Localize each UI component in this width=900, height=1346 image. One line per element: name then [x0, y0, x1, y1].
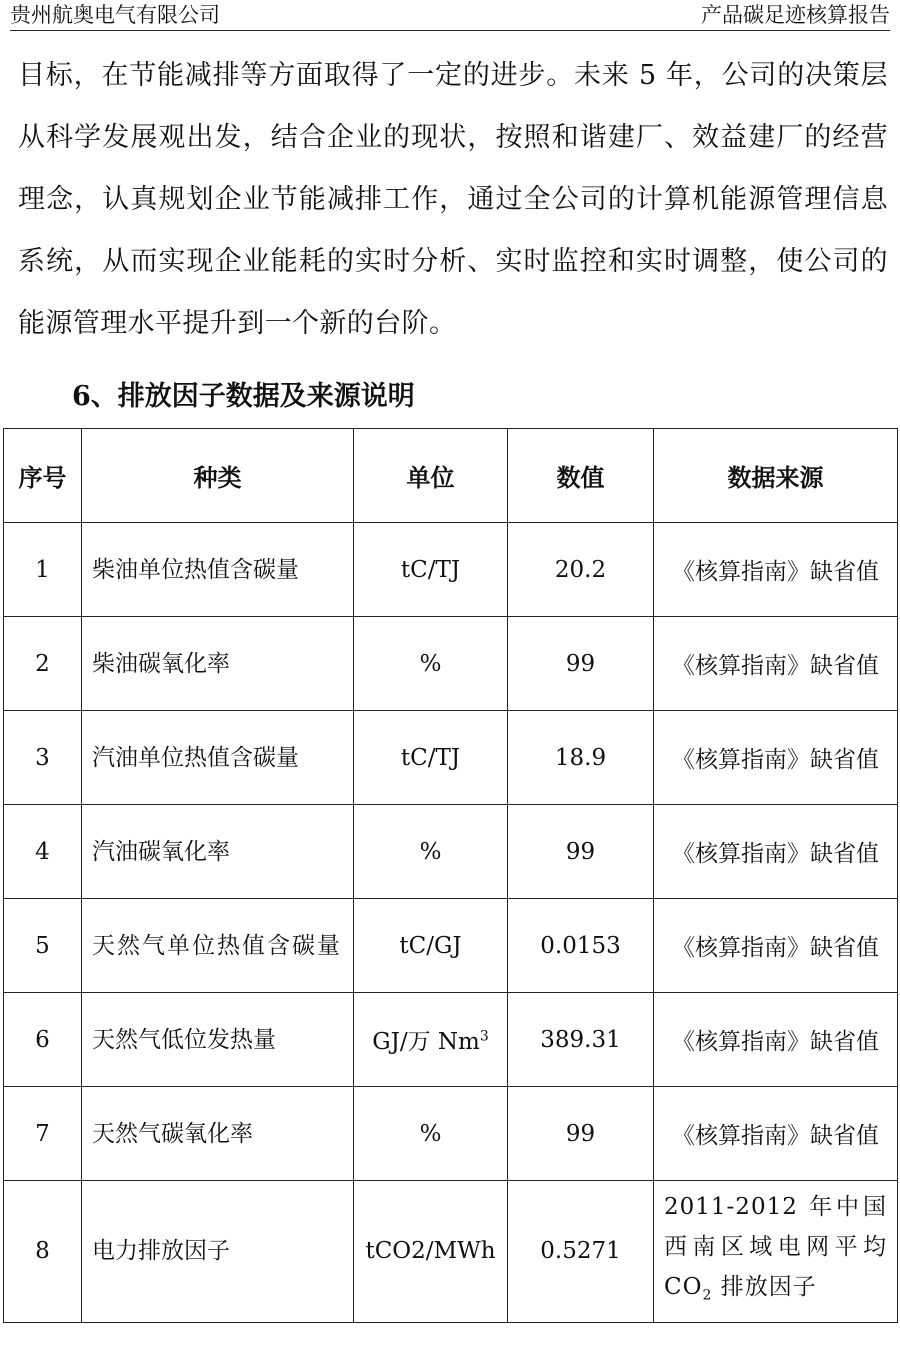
- cell-no: 2: [4, 617, 82, 711]
- cell-unit: %: [354, 805, 508, 899]
- cell-no: 8: [4, 1181, 82, 1323]
- cell-kind: 天然气单位热值含碳量: [82, 899, 354, 993]
- table-row: [4, 899, 898, 993]
- header-kind: 种类: [82, 429, 354, 523]
- cell-unit: tC/TJ: [354, 523, 508, 617]
- cell-unit: tCO2/MWh: [354, 1181, 508, 1323]
- cell-kind: 柴油碳氧化率: [82, 617, 354, 711]
- table-row: [4, 523, 898, 617]
- header-unit: 单位: [354, 429, 508, 523]
- emission-factor-table: [3, 428, 898, 1323]
- section-heading: 6、排放因子数据及来源说明: [72, 381, 415, 412]
- cell-source: 《核算指南》缺省值: [654, 899, 898, 993]
- cell-source: 《核算指南》缺省值: [654, 993, 898, 1087]
- report-title: 产品碳足迹核算报告: [701, 3, 890, 27]
- header-no: 序号: [4, 429, 82, 523]
- cell-no: 1: [4, 523, 82, 617]
- cell-value: 0.0153: [508, 899, 654, 993]
- header-value: 数值: [508, 429, 654, 523]
- table-row: [4, 1087, 898, 1181]
- cell-unit: %: [354, 617, 508, 711]
- cell-value: 99: [508, 1087, 654, 1181]
- header-source: 数据来源: [654, 429, 898, 523]
- cell-unit: tC/TJ: [354, 711, 508, 805]
- cell-source: 《核算指南》缺省值: [654, 523, 898, 617]
- source-text-tail: 排放因子: [712, 1274, 817, 1300]
- cell-kind: 柴油单位热值含碳量: [82, 523, 354, 617]
- table-row: [4, 993, 898, 1087]
- table-row: [4, 1181, 898, 1323]
- cell-kind: 汽油单位热值含碳量: [82, 711, 354, 805]
- cell-source: [654, 1181, 898, 1323]
- cell-source: 《核算指南》缺省值: [654, 617, 898, 711]
- cell-unit: [354, 993, 508, 1087]
- cell-kind: 天然气低位发热量: [82, 993, 354, 1087]
- unit-superscript: 3: [479, 1028, 489, 1045]
- table-header-row: [4, 429, 898, 523]
- unit-text: GJ/万 Nm: [372, 1029, 480, 1055]
- cell-no: 3: [4, 711, 82, 805]
- cell-kind: 天然气碳氧化率: [82, 1087, 354, 1181]
- table-row: [4, 617, 898, 711]
- cell-value: 389.31: [508, 993, 654, 1087]
- cell-value: 99: [508, 805, 654, 899]
- source-text: 2011-2012 年中国西南区域电网平均 CO: [664, 1194, 887, 1300]
- cell-source: 《核算指南》缺省值: [654, 805, 898, 899]
- cell-value: 18.9: [508, 711, 654, 805]
- cell-kind: 汽油碳氧化率: [82, 805, 354, 899]
- cell-no: 6: [4, 993, 82, 1087]
- company-name: 贵州航奥电气有限公司: [10, 3, 220, 27]
- cell-value: 99: [508, 617, 654, 711]
- page-header: [10, 0, 890, 31]
- cell-no: 7: [4, 1087, 82, 1181]
- cell-no: 4: [4, 805, 82, 899]
- cell-kind: 电力排放因子: [82, 1181, 354, 1323]
- cell-no: 5: [4, 899, 82, 993]
- cell-source: 《核算指南》缺省值: [654, 1087, 898, 1181]
- cell-value: 20.2: [508, 523, 654, 617]
- cell-unit: tC/GJ: [354, 899, 508, 993]
- cell-source: 《核算指南》缺省值: [654, 711, 898, 805]
- table-row: [4, 805, 898, 899]
- cell-unit: %: [354, 1087, 508, 1181]
- source-subscript: 2: [702, 1287, 713, 1304]
- cell-value: 0.5271: [508, 1181, 654, 1323]
- body-paragraph: 目标，在节能减排等方面取得了一定的进步。未来 5 年，公司的决策层从科学发展观出发，结合企业的现状，按照和谐建厂、效益建厂的经营理念，认真规划企业节能减排工作，通过全公司的计算机能源管理信息系统，从而实现企业能耗的实时分析、实时监控和实时调整，使公司的能源管理水平提升到一个新的台阶。: [18, 60, 888, 339]
- table-row: [4, 711, 898, 805]
